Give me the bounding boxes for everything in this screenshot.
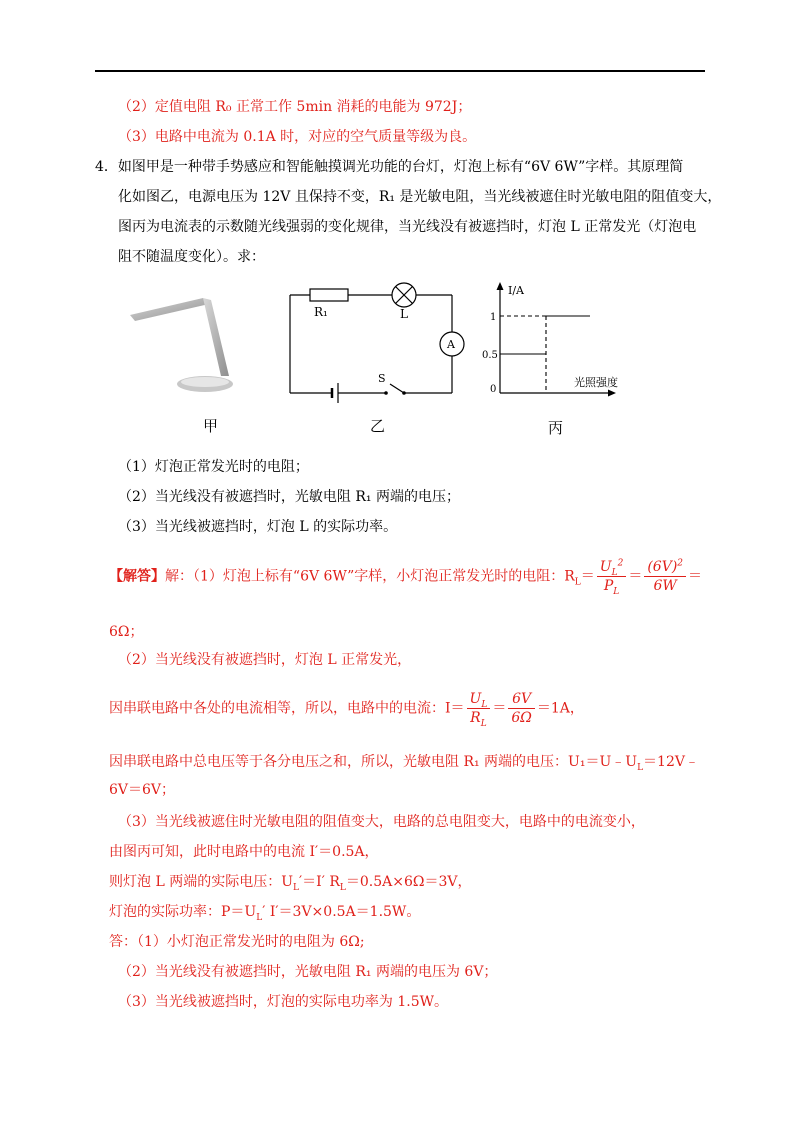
solution-line-2: （2）当光线没有被遮挡时，灯泡 L 正常发光，: [118, 652, 412, 668]
solution-line-7: 则灯泡 L 两端的实际电压：$U_L'=I'$ $R_L=0.5A\times 6\Omega=3V$，: [109, 874, 472, 893]
solution-line-5: （3）当光线被遮住时光敏电阻的阻值变大，电路的总电阻变大，电路中的电流变小，: [118, 814, 645, 830]
header-rule: [95, 70, 705, 72]
solution-line-6: 由图丙可知，此时电路中的电流 I′＝0.5A，: [109, 844, 379, 860]
question-2: （2）当光线没有被遮挡时，光敏电阻 R₁ 两端的电压；: [118, 489, 460, 505]
solution-tag: 【解答】: [109, 568, 165, 585]
solution-line-3: 因串联电路中各处的电流相等，所以，电路中的电流：I＝ $\frac{U_L}{R_L}$ ＝ $\frac{6V}{6\Omega}$ ＝1A，: [109, 691, 584, 729]
graph-origin: 0: [490, 384, 497, 395]
graph-ylabel: I/A: [508, 284, 524, 297]
graph-xlabel: 光照强度: [574, 376, 618, 389]
problem-line-1: [95, 157, 683, 177]
lamp-head: [130, 298, 209, 321]
graph-tick-05: 0.5: [482, 350, 498, 361]
resistor-r1: [310, 289, 348, 301]
label-lamp: L: [400, 307, 408, 321]
solution-line-1: 【解答】解：（1）灯泡上标有“6V 6W”字样，小灯泡正常发光时的电阻：$R_L=$ $\frac{U_L^2}{P_L}$ ＝ $\frac{(6V)^2}{6W}$ ＝: [109, 558, 703, 597]
switch-s: [390, 384, 404, 393]
circuit-diagram: [280, 280, 470, 405]
question-1: （1）灯泡正常发光时的电阻；: [118, 459, 309, 475]
answer-line-2: （2）当光线没有被遮挡时，光敏电阻 R₁ 两端的电压为 6V；: [118, 964, 498, 980]
label-r1: R₁: [314, 305, 328, 319]
problem-line-3: 图丙为电流表的示数随光线强弱的变化规律，当光线没有被遮挡时，灯泡 L 正常发光（灯泡电: [118, 219, 697, 235]
caption-jia: 甲: [203, 417, 219, 435]
problem-number: 4．: [95, 159, 118, 175]
prev-answer-2: （2）定值电阻 R₀ 正常工作 5min 消耗的电能为 972J；: [118, 99, 472, 115]
solution-line-4: 因串联电路中总电压等于各分电压之和，所以，光敏电阻 R₁ 两端的电压：$U_1=U﹣U_L=12V﹣$: [109, 754, 699, 773]
solution-line-1b: 6Ω；: [109, 624, 144, 640]
answer-line-3: （3）当光线被遮挡时，灯泡的实际电功率为 1.5W。: [118, 994, 449, 1010]
solution-line-4b: 6V＝6V；: [109, 782, 176, 798]
current-light-graph: [478, 278, 628, 403]
problem-line-2: 化如图乙，电源电压为 12V 且保持不变，R₁ 是光敏电阻，当光线被遮住时光敏电阻的阻值变大，: [118, 189, 722, 205]
label-switch: S: [378, 372, 386, 385]
problem-text-1: 如图甲是一种带手势感应和智能触摸调光功能的台灯，灯泡上标有“6V 6W”字样。其原理简: [117, 159, 684, 175]
prev-answer-3: （3）电路中电流为 0.1A 时，对应的空气质量等级为良。: [118, 129, 477, 145]
solution-line-8: 灯泡的实际功率：$P=U_L'$ I′＝3V×0.5A＝1.5W。: [109, 904, 421, 923]
graph-tick-1: 1: [490, 312, 497, 323]
desk-lamp-figure: [125, 290, 245, 400]
problem-line-4: 阻不随温度变化）。求：: [118, 249, 265, 265]
lamp-arm: [203, 298, 229, 376]
caption-bing: 丙: [548, 419, 564, 437]
label-ammeter: A: [447, 338, 455, 351]
caption-yi: 乙: [370, 417, 386, 435]
question-3: （3）当光线被遮挡时，灯泡 L 的实际功率。: [118, 519, 398, 535]
answer-line-1: 答：（1）小灯泡正常发光时的电阻为 6Ω;: [109, 934, 365, 950]
